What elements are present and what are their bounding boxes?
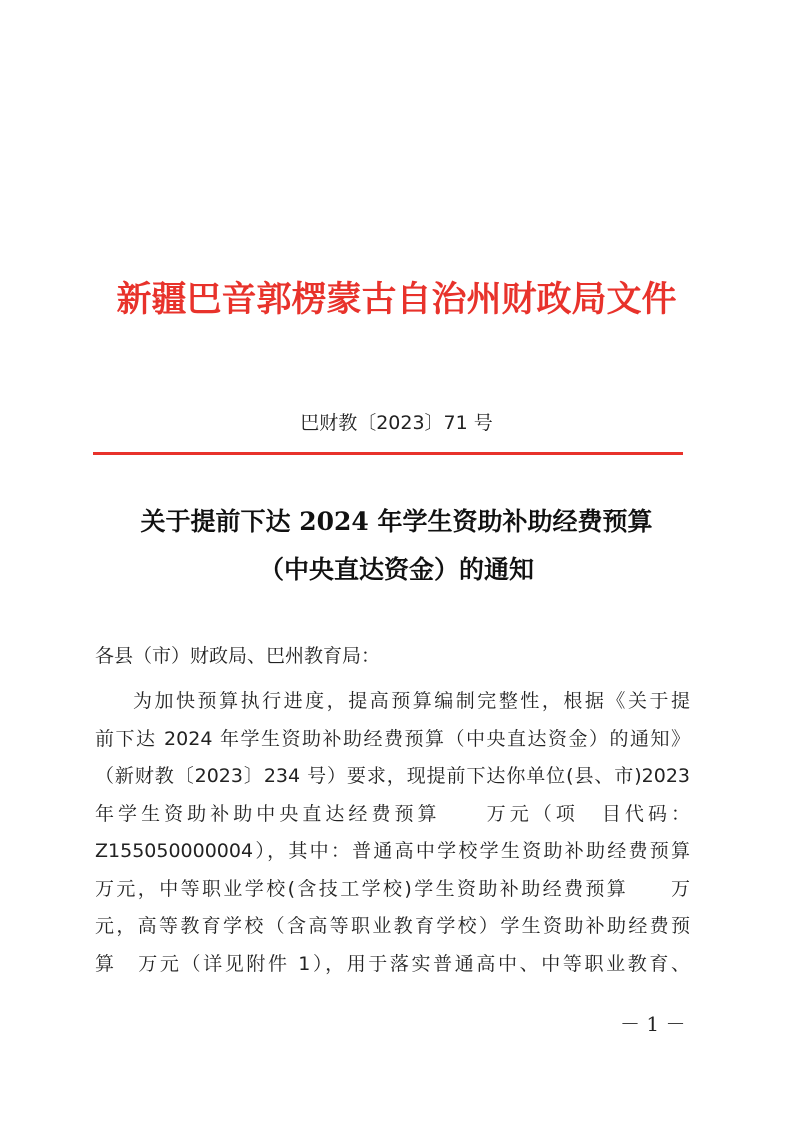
red-separator-line: [93, 452, 683, 455]
body-line: （新财教〔2023〕234 号）要求，现提前下达你单位(县、市)2023: [95, 765, 690, 787]
notice-title-line-1: 关于提前下达 2024 年学生资助补助经费预算: [140, 507, 653, 536]
notice-title-line-2: （中央直达资金）的通知: [258, 555, 534, 584]
body-line: 算 万元（详见附件 1），用于落实普通高中、中等职业教育、: [95, 952, 690, 975]
issuing-authority-title: 新疆巴音郭楞蒙古自治州财政局文件: [116, 279, 677, 320]
body-line: 年学生资助补助中央直达经费预算 万元（项 目代码：: [95, 802, 690, 825]
page-number: － 1 －: [620, 1012, 686, 1036]
body-paragraph: [95, 683, 690, 983]
notice-title: [60, 498, 733, 594]
body-line: 元，高等教育学校（含高等职业教育学校）学生资助补助经费预: [95, 915, 690, 937]
body-line: Z155050000004），其中：普通高中学校学生资助补助经费预算: [95, 840, 690, 862]
body-line: 万元，中等职业学校(含技工学校)学生资助补助经费预算 万: [95, 877, 690, 900]
salutation: 各县（市）财政局、巴州教育局：: [95, 645, 381, 667]
document-number: 巴财教〔2023〕71 号: [300, 412, 493, 434]
body-line: 为加快预算执行进度，提高预算编制完整性，根据《关于提: [133, 690, 690, 712]
body-line: 前下达 2024 年学生资助补助经费预算（中央直达资金）的通知》: [95, 727, 690, 750]
